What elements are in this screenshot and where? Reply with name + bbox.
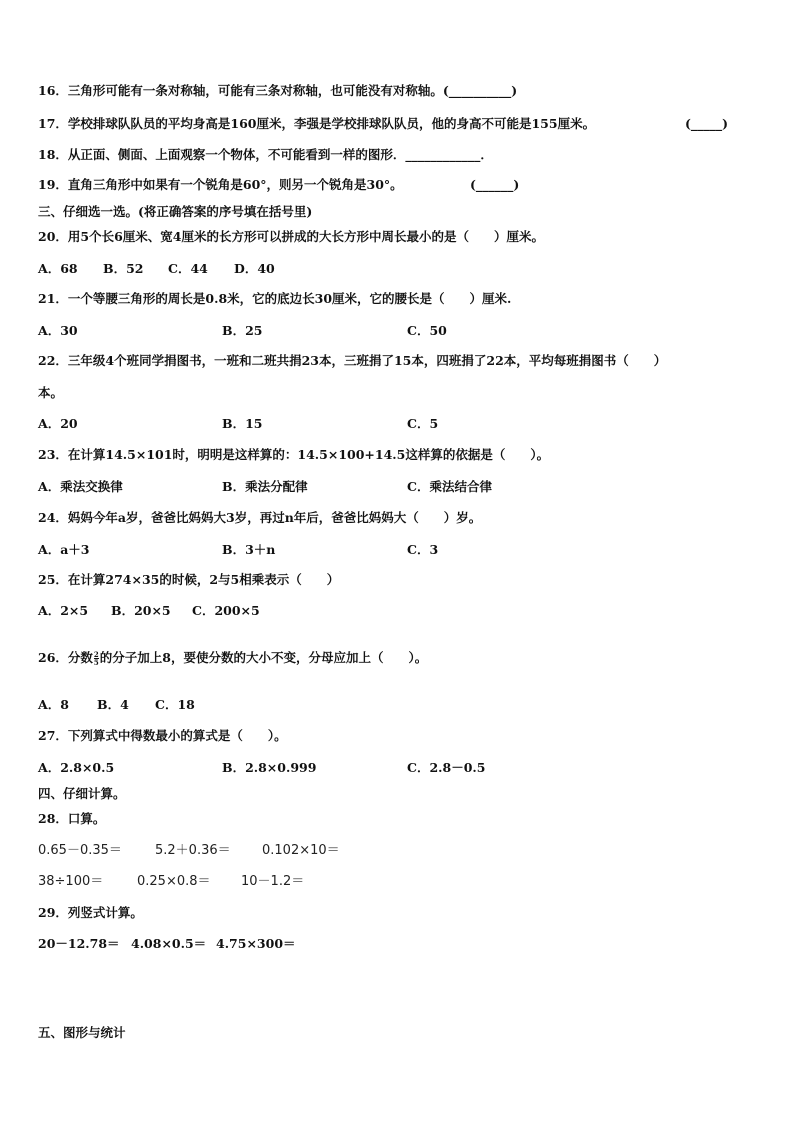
option-20-b[interactable]: B．52	[103, 261, 144, 276]
question-29: 29．列竖式计算。	[38, 905, 143, 920]
question-19: 19．直角三角形中如果有一个锐角是60°，则另一个锐角是30°。	[38, 177, 403, 192]
question-21: 21．一个等腰三角形的周长是0.8米，它的底边长30厘米，它的腰长是（ ）厘米.	[38, 291, 512, 306]
option-21-b[interactable]: B．25	[222, 323, 263, 338]
option-27-b[interactable]: B．2.8×0.999	[222, 760, 317, 775]
question-26-suffix: 的分子加上8，要使分数的大小不变，分母应加上（ ）。	[99, 650, 428, 665]
option-20-a[interactable]: A．68	[38, 261, 78, 276]
option-23-a[interactable]: A．乘法交换律	[38, 479, 123, 494]
section-4-title: 四、仔细计算。	[38, 786, 126, 801]
option-20-c[interactable]: C．44	[168, 261, 208, 276]
question-27: 27．下列算式中得数最小的算式是（ ）。	[38, 728, 287, 743]
option-24-a[interactable]: A．a＋3	[38, 542, 90, 557]
option-27-c[interactable]: C．2.8－0.5	[407, 760, 486, 775]
mental-calc-1: 0.65－0.35＝	[38, 843, 122, 858]
mental-calc-2: 5.2＋0.36＝	[155, 843, 231, 858]
option-24-c[interactable]: C．3	[407, 542, 439, 557]
answer-blank-19[interactable]: (______)	[470, 177, 520, 192]
option-23-b[interactable]: B．乘法分配律	[222, 479, 308, 494]
fraction-numerator: 2	[93, 650, 99, 659]
option-20-d[interactable]: D．40	[234, 261, 275, 276]
option-21-a[interactable]: A．30	[38, 323, 78, 338]
fraction	[94, 651, 99, 666]
question-26	[38, 650, 427, 666]
option-25-b[interactable]: B．20×5	[111, 603, 171, 618]
vertical-calc-2: 4.08×0.5＝	[131, 936, 207, 951]
question-24: 24．妈妈今年a岁，爸爸比妈妈大3岁，再过n年后，爸爸比妈妈大（ ）岁。	[38, 510, 482, 525]
option-26-a[interactable]: A．8	[38, 697, 69, 712]
question-16: 16．三角形可能有一条对称轴，可能有三条对称轴，也可能没有对称轴。(__________)	[38, 83, 518, 98]
option-22-b[interactable]: B．15	[222, 416, 263, 431]
vertical-calc-1: 20－12.78＝	[38, 936, 120, 951]
question-20: 20．用5个长6厘米、宽4厘米的长方形可以拼成的大长方形中周长最小的是（ ）厘米。	[38, 229, 544, 244]
question-28: 28．口算。	[38, 811, 106, 826]
section-5-title: 五、图形与统计	[38, 1025, 126, 1040]
section-3-title: 三、仔细选一选。(将正确答案的序号填在括号里)	[38, 204, 313, 219]
question-17: 17．学校排球队队员的平均身高是160厘米，李强是学校排球队队员，他的身高不可能是155厘米。	[38, 116, 596, 131]
option-21-c[interactable]: C．50	[407, 323, 447, 338]
option-26-b[interactable]: B．4	[97, 697, 129, 712]
vertical-calc-3: 4.75×300＝	[216, 936, 296, 951]
option-25-c[interactable]: C．200×5	[192, 603, 260, 618]
option-23-c[interactable]: C．乘法结合律	[407, 479, 492, 494]
question-18: 18．从正面、侧面、上面观察一个物体，不可能看到一样的图形．____________．	[38, 147, 493, 162]
answer-blank-17[interactable]: (_____)	[685, 116, 729, 131]
question-23: 23．在计算14.5×101时，明明是这样算的：14.5×100+14.5这样算的依据是（ ）。	[38, 447, 550, 462]
option-25-a[interactable]: A．2×5	[38, 603, 89, 618]
question-22-continued: 本。	[38, 385, 64, 400]
question-25: 25．在计算274×35的时候，2与5相乘表示（ ）	[38, 572, 340, 587]
option-24-b[interactable]: B．3＋n	[222, 542, 276, 557]
mental-calc-6: 10－1.2＝	[241, 874, 305, 889]
mental-calc-3: 0.102×10＝	[262, 843, 340, 858]
mental-calc-4: 38÷100＝	[38, 874, 104, 889]
option-27-a[interactable]: A．2.8×0.5	[38, 760, 115, 775]
fraction-denominator: 5	[93, 658, 99, 667]
option-22-c[interactable]: C．5	[407, 416, 439, 431]
question-22: 22．三年级4个班同学捐图书，一班和二班共捐23本，三班捐了15本，四班捐了22本，平均每班捐图书（ ）	[38, 353, 667, 368]
question-26-prefix: 26．分数	[38, 650, 93, 665]
option-26-c[interactable]: C．18	[155, 697, 195, 712]
mental-calc-5: 0.25×0.8＝	[137, 874, 211, 889]
option-22-a[interactable]: A．20	[38, 416, 78, 431]
